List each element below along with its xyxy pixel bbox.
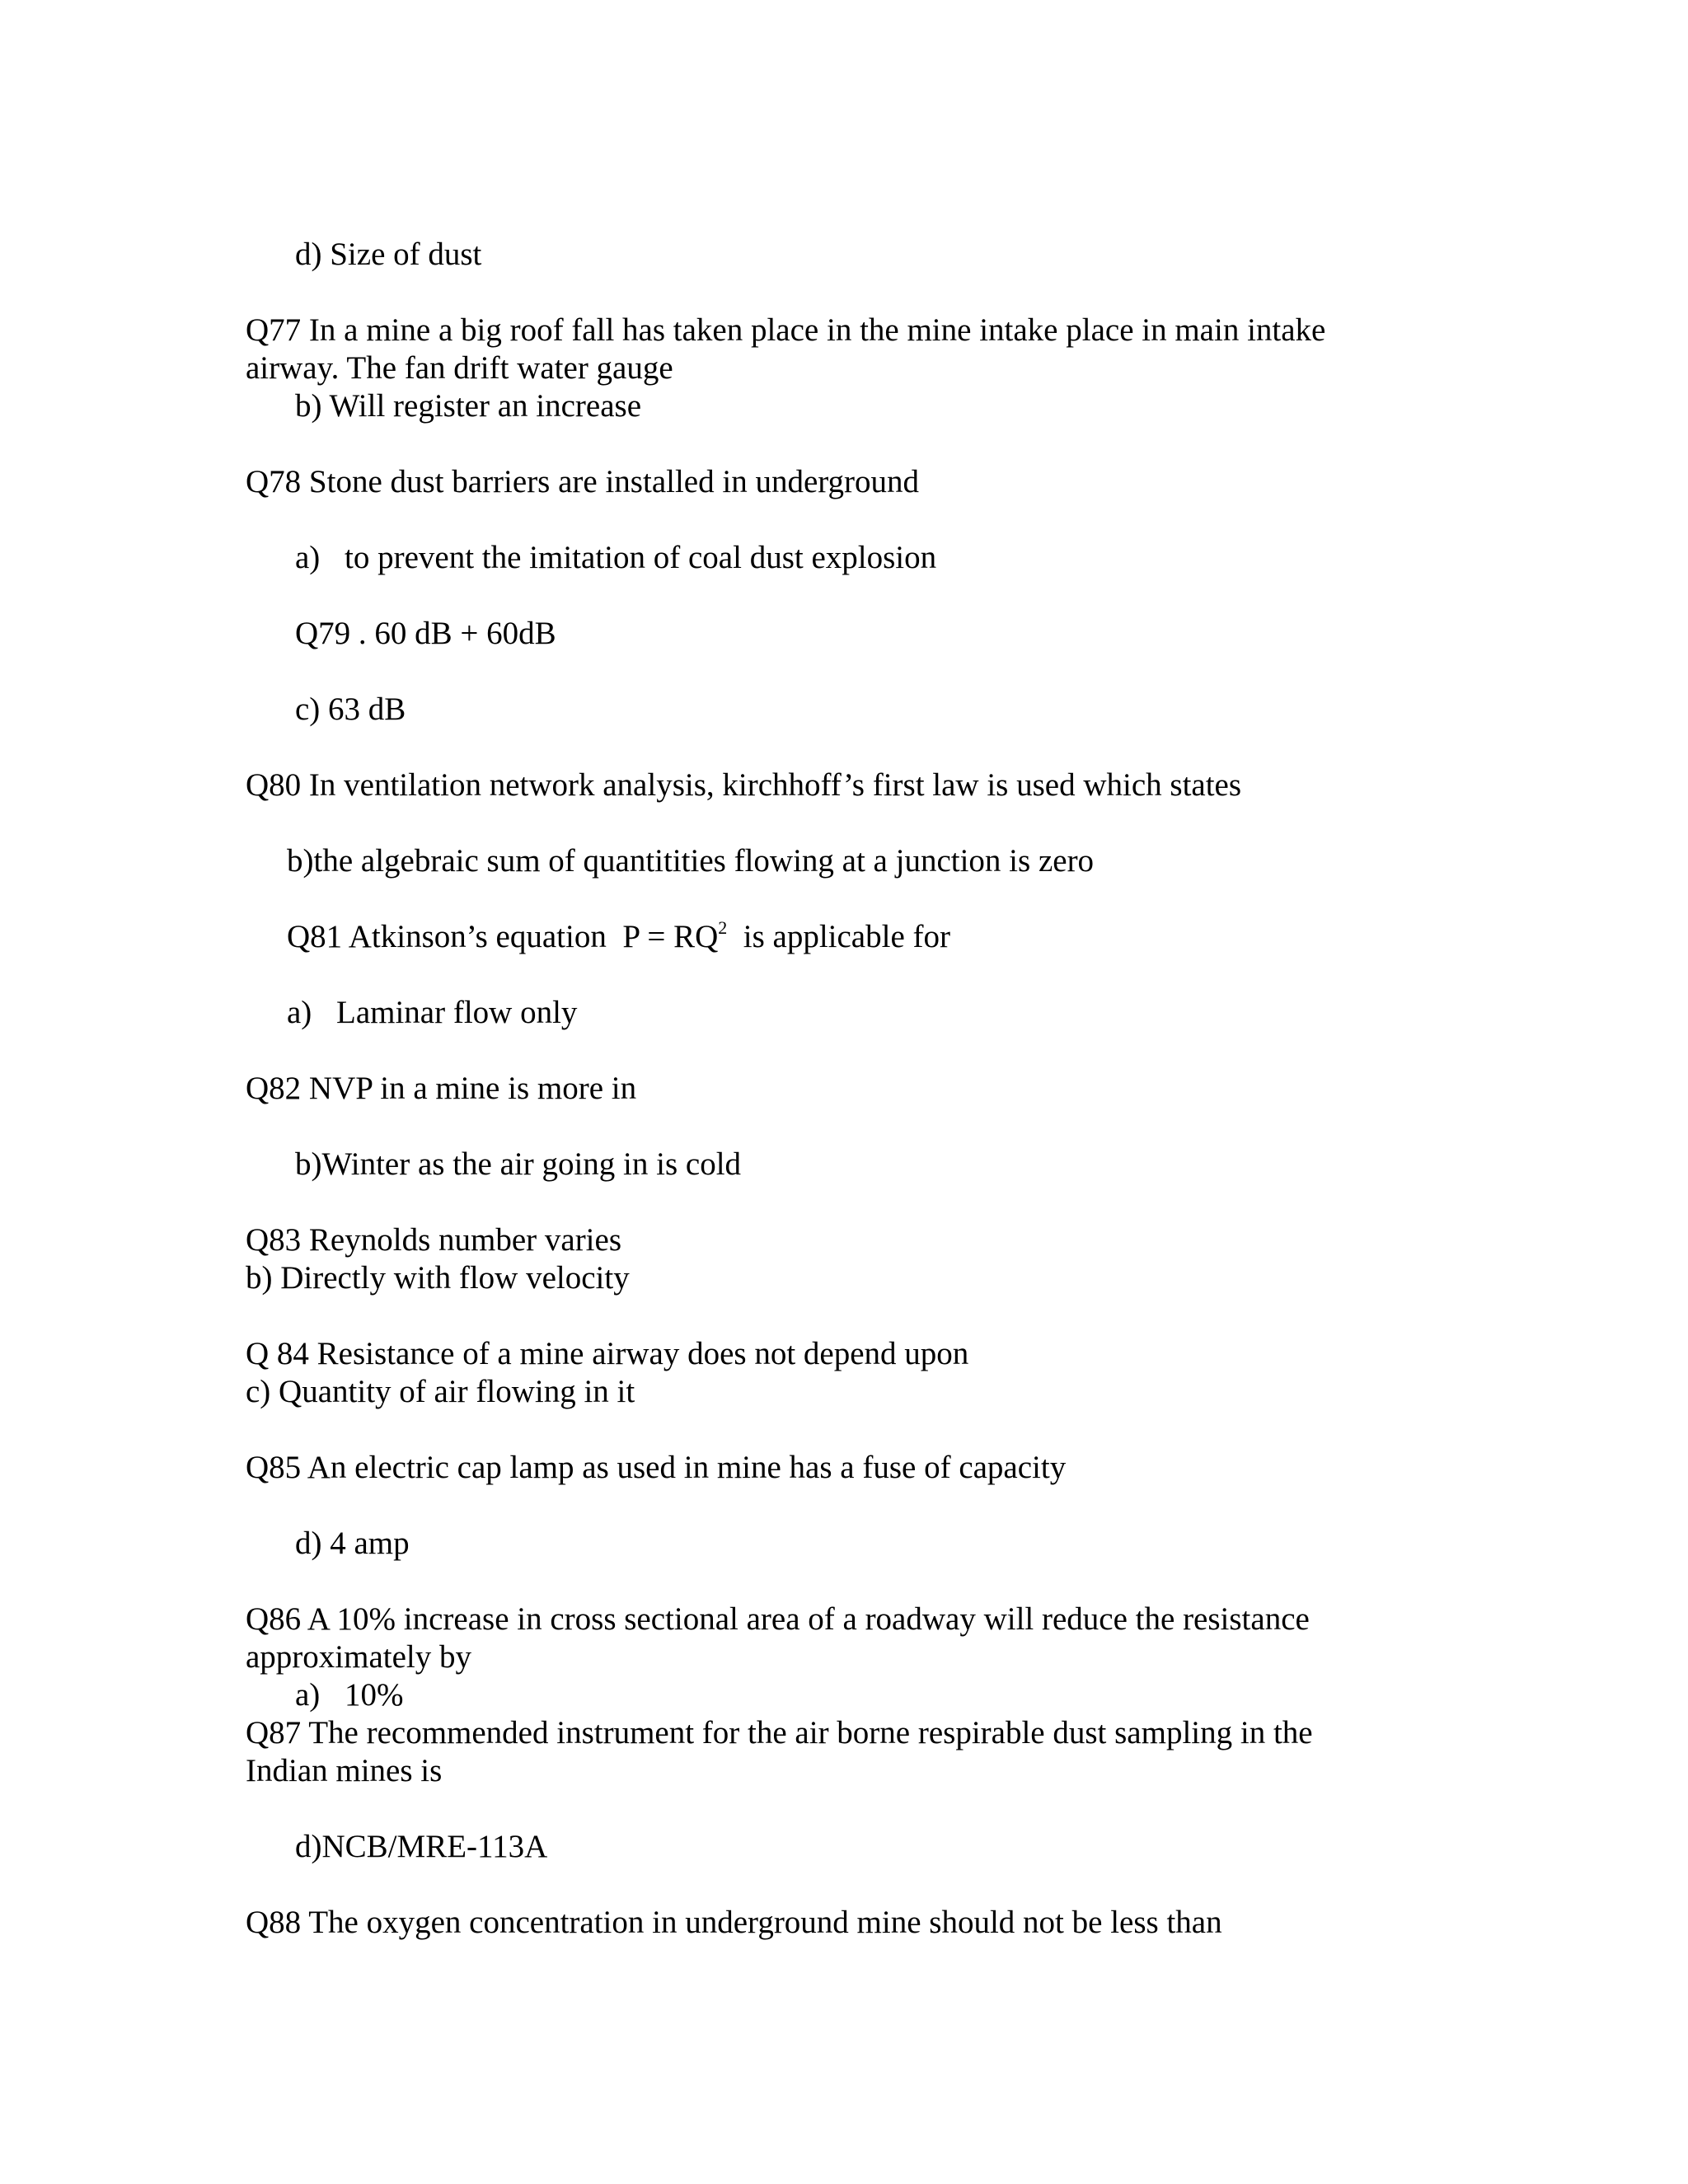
q86-answer-text: 10% <box>345 1677 404 1713</box>
q81-answer-label: a) <box>287 995 312 1030</box>
q88-question: Q88 The oxygen concentration in underground mine should not be less than <box>246 1905 1222 1940</box>
q84-question: Q 84 Resistance of a mine airway does not depend upon <box>246 1336 969 1371</box>
q81-question-suffix: is applicable for <box>727 919 950 954</box>
q87-text-line-1: Q87 The recommended instrument for the air borne respirable dust sampling in the <box>246 1715 1313 1750</box>
q78-question: Q78 Stone dust barriers are installed in underground <box>246 464 920 499</box>
q82-question: Q82 NVP in a mine is more in <box>246 1071 637 1106</box>
q86-text-line-1: Q86 A 10% increase in cross sectional area of a roadway will reduce the resistance <box>246 1601 1310 1637</box>
q81-question-prefix: Q81 Atkinson’s equation P = RQ <box>287 919 719 954</box>
q78-answer-text: to prevent the imitation of coal dust explosion <box>345 540 937 575</box>
q77-text-line-2: airway. The fan drift water gauge <box>246 350 673 386</box>
q79-question: Q79 . 60 dB + 60dB <box>295 616 556 651</box>
q86-text-line-2: approximately by <box>246 1639 472 1675</box>
q81-answer-text: Laminar flow only <box>336 995 578 1030</box>
q80-question: Q80 In ventilation network analysis, kirchhoff’s first law is used which states <box>246 767 1242 803</box>
q81-question <box>287 918 950 956</box>
q86-answer <box>295 1676 404 1714</box>
answer-d-size-of-dust: d) Size of dust <box>295 237 482 272</box>
q78-answer <box>295 539 936 577</box>
q85-answer: d) 4 amp <box>295 1526 410 1561</box>
q77-answer: b) Will register an increase <box>295 388 642 424</box>
q87-text-line-2: Indian mines is <box>246 1753 443 1788</box>
q77-text-line-1: Q77 In a mine a big roof fall has taken place in the mine intake place in main intake <box>246 312 1326 348</box>
q86-answer-label: a) <box>295 1677 321 1713</box>
q80-answer: b)the algebraic sum of quantitities flowing at a junction is zero <box>287 843 1095 879</box>
q84-answer: c) Quantity of air flowing in it <box>246 1374 635 1409</box>
q81-exponent: 2 <box>718 917 728 938</box>
q81-answer <box>287 994 577 1032</box>
q82-answer: b)Winter as the air going in is cold <box>295 1146 742 1182</box>
q83-answer: b) Directly with flow velocity <box>246 1260 630 1296</box>
q83-question: Q83 Reynolds number varies <box>246 1222 622 1258</box>
q85-question: Q85 An electric cap lamp as used in mine has a fuse of capacity <box>246 1450 1067 1485</box>
q79-answer: c) 63 dB <box>295 691 406 727</box>
q78-answer-label: a) <box>295 540 321 575</box>
q87-answer: d)NCB/MRE-113A <box>295 1829 548 1864</box>
